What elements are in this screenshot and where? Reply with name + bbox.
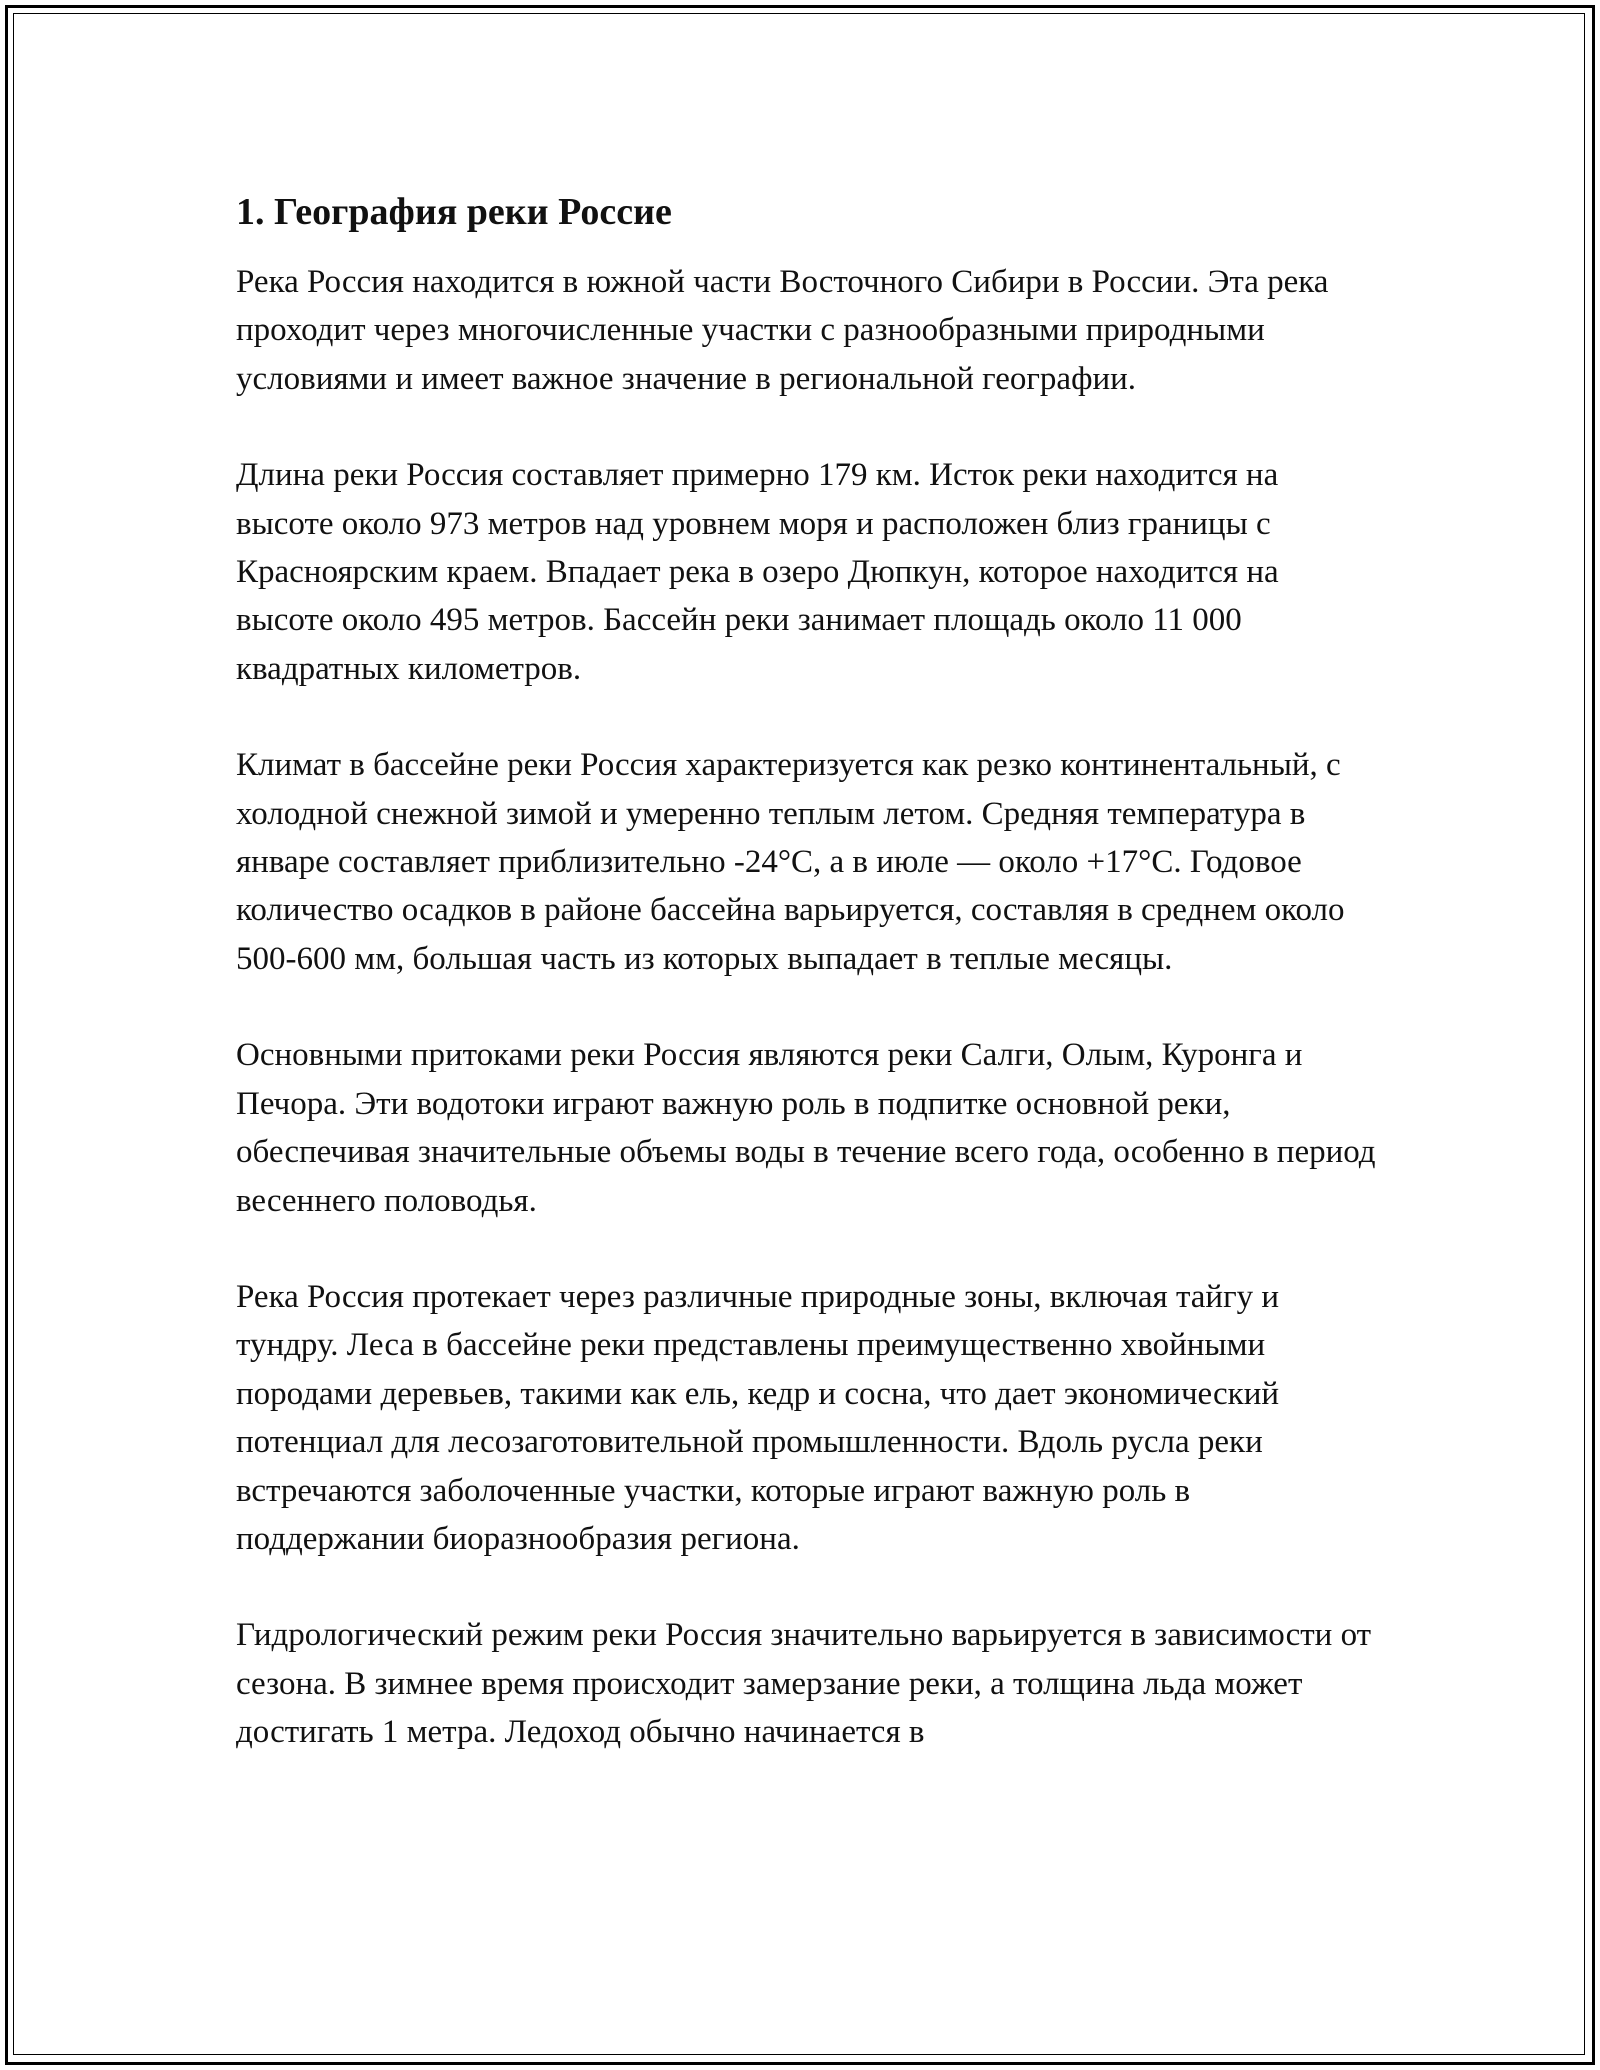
- paragraph-tributaries: Основными притоками реки Россия являются реки Салги, Олым, Куронга и Печора. Эти водотоки играют важную роль в подпитке основной реки, обеспечивая значительные объемы воды в течение всего года, особенно в период весеннего половодья.: [236, 1037, 1376, 1219]
- paragraph-location: Река Россия находится в южной части Восточного Сибири в России. Эта река проходит через многочисленные участки с разнообразными природными условиями и имеет важное значение в региональной географии.: [236, 264, 1329, 397]
- document-body: [236, 188, 1376, 1757]
- paragraph-hydrology: Гидрологический режим реки Россия значительно варьируется в зависимости от сезона. В зимнее время происходит замерзание реки, а толщина льда может достигать 1 метра. Ледоход обычно начинается в: [236, 1617, 1372, 1751]
- paragraph-length: Длина реки Россия составляет примерно 179 км. Исток реки находится на высоте около 973 метров над уровнем моря и расположен близ границы с Красноярским краем. Впадает река в озеро Дюпкун, которое находится на высоте около 495 метров. Бассейн реки занимает площадь около 11 000 квадратных километров.: [236, 457, 1279, 687]
- paragraph-natural-zones: Река Россия протекает через различные природные зоны, включая тайгу и тундру. Леса в бассейне реки представлены преимущественно хвойными породами деревьев, такими как ель, кедр и сосна, что дает экономический потенциал для лесозаготовительной промышленности. Вдоль русла реки встречаются заболоченные участки, которые играют важную роль в поддержании биоразнообразия региона.: [236, 1278, 1280, 1557]
- section-heading: 1. География реки Россие: [236, 191, 672, 233]
- paragraph-climate: Климат в бассейне реки Россия характеризуется как резко континентальный, с холодной снежной зимой и умеренно теплым летом. Средняя температура в январе составляет приблизительно -24°C, а в июле — около +17°C. Годовое количество осадков в районе бассейна варьируется, составляя в среднем около 500-600 мм, большая часть из которых выпадает в теплые месяцы.: [236, 747, 1345, 977]
